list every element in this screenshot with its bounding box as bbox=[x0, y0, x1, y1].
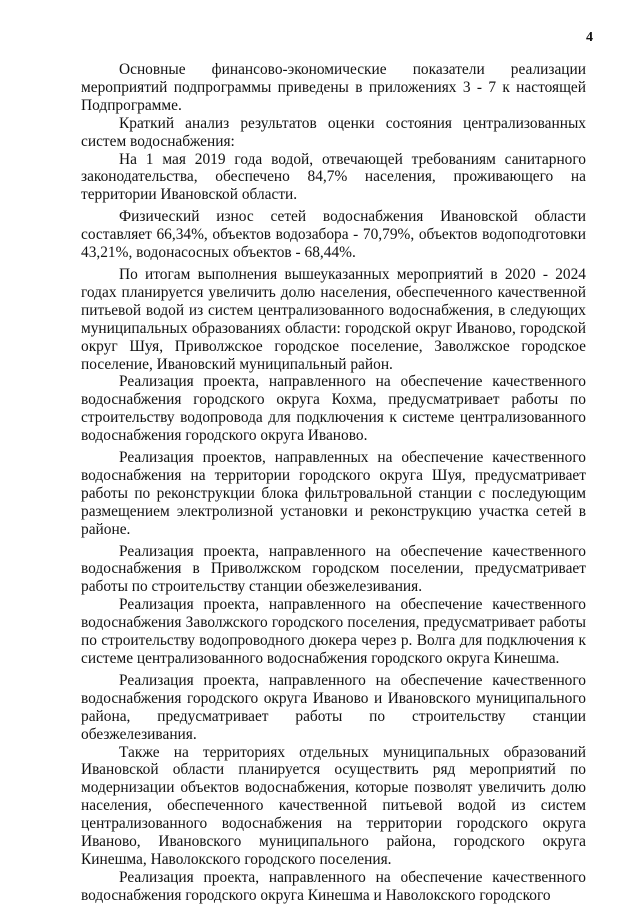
page-number: 4 bbox=[586, 30, 593, 45]
paragraph: Реализация проекта, направленного на обеспечение качественного водоснабжения Заволжского городского поселения, предусматривает работы по строительству водопроводного дюкера через р. Волга для подключения к системе централизованного водоснабжения городского округа Кинешма. bbox=[81, 596, 586, 667]
paragraph: На 1 мая 2019 года водой, отвечающей требованиям санитарного законодательства, обеспечено 84,7% населения, проживающего на территории Ивановской области. bbox=[81, 150, 586, 204]
paragraph: Реализация проекта, направленного на обеспечение качественного водоснабжения городского округа Кохма, предусматривает работы по строительству водопровода для подключения к системе централизованного водоснабжения городского округа Иваново. bbox=[81, 373, 586, 445]
paragraph: Реализация проекта, направленного на обеспечение качественного водоснабжения в Приволжском городском поселении, предусматривает работы по строительству станции обезжелезивания. bbox=[81, 542, 586, 596]
paragraph: Реализация проектов, направленных на обеспечение качественного водоснабжения на территории городского округа Шуя, предусматривает работы по реконструкции блока фильтровальной станции с последующим размещением электролизной установки и реконструкцию участка сетей в районе. bbox=[81, 449, 586, 538]
paragraph: Физический износ сетей водоснабжения Ивановской области составляет 66,34%, объектов водозабора - 70,79%, объектов водоподготовки 43,21%, водонасосных объектов - 68,44%. bbox=[81, 208, 586, 262]
paragraph: Также на территориях отдельных муниципальных образований Ивановской области планируется осуществить ряд мероприятий по модернизации объектов водоснабжения, которые позволят увеличить долю населения, обеспеченного качественной питьевой водой из систем централизованного водоснабжения на территории городского округа Иваново, Ивановского муниципального района, городского округа Кинешма, Наволокского городского поселения. bbox=[81, 743, 586, 868]
paragraph: Краткий анализ результатов оценки состояния централизованных систем водоснабжения: bbox=[81, 114, 586, 150]
paragraph: По итогам выполнения вышеуказанных мероприятий в 2020 - 2024 годах планируется увеличить долю населения, обеспеченного качественной питьевой водой из систем централизованного водоснабжения, в следующих муниципальных образованиях области: городской округ Иваново, городской округ Шуя, Приволжское городское поселение, Заволжское городское поселение, Ивановский муниципальный район. bbox=[81, 265, 586, 373]
paragraph: Реализация проекта, направленного на обеспечение качественного водоснабжения городского округа Кинешма и Наволокского городского bbox=[81, 868, 586, 904]
document-body bbox=[81, 61, 586, 905]
paragraph: Основные финансово-экономические показатели реализации мероприятий подпрограммы приведены в приложениях 3 - 7 к настоящей Подпрограмме. bbox=[81, 61, 586, 114]
paragraph: Реализация проекта, направленного на обеспечение качественного водоснабжения городского округа Иваново и Ивановского муниципального района, предусматривает работы по строительству станции обезжелезивания. bbox=[81, 671, 586, 743]
